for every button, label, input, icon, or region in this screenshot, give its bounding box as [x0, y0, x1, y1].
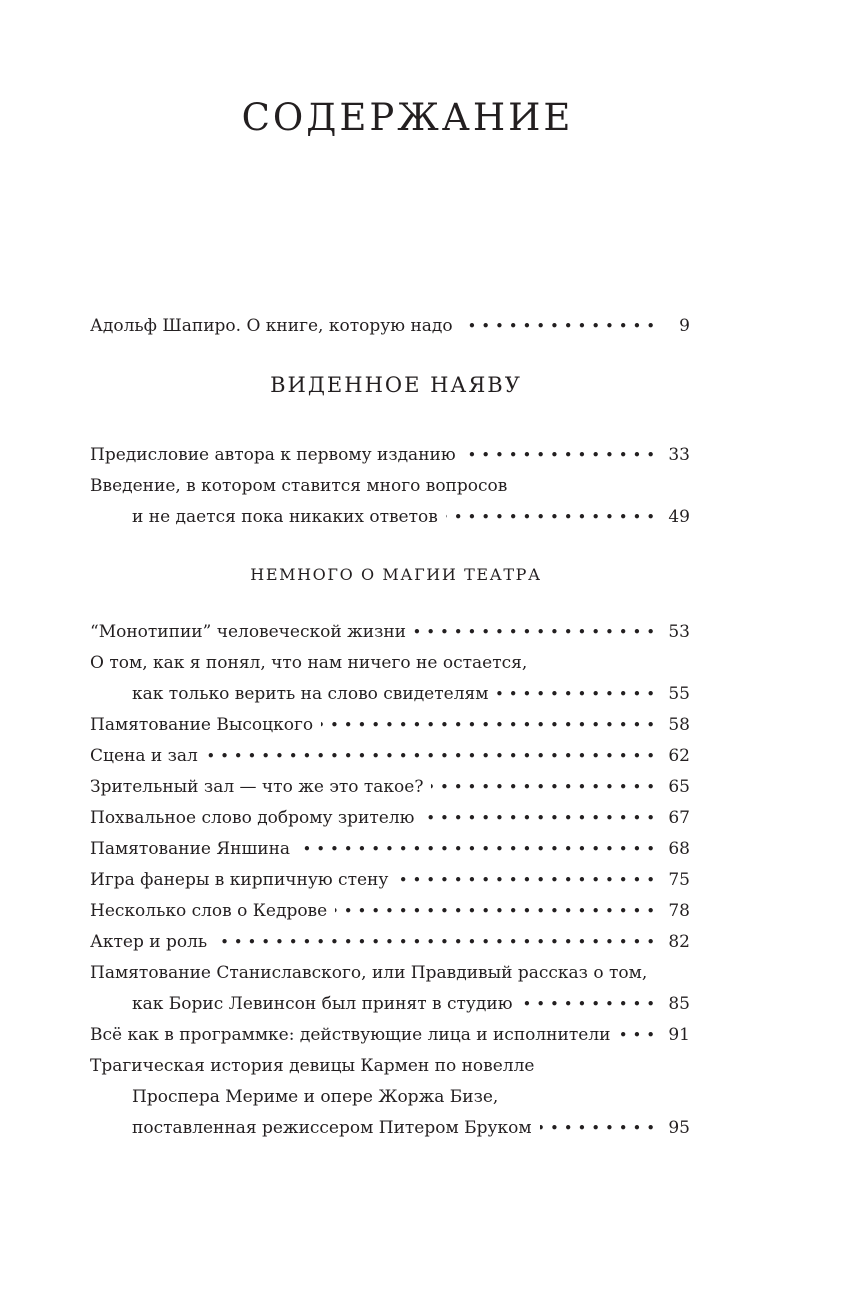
- toc-entry-line: [90, 311, 690, 342]
- toc-page-number: 65: [668, 777, 690, 797]
- dot-leader: [431, 772, 660, 803]
- toc-entry-title: Введение, в котором ставится много вопросов: [90, 476, 508, 496]
- toc-page-number: 49: [668, 507, 690, 527]
- dot-leader: [335, 896, 660, 927]
- toc-entry[interactable]: [90, 471, 690, 533]
- toc-entry[interactable]: [90, 896, 690, 927]
- dot-leader: [215, 927, 660, 958]
- toc-entry-title: Несколько слов о Кедрове: [90, 901, 328, 921]
- toc-entry-title: Памятование Высоцкого: [90, 715, 314, 735]
- toc-entry[interactable]: [90, 1020, 690, 1051]
- toc-entry-title: Сцена и зал: [90, 746, 198, 766]
- toc-entry-title: “Монотипии” человеческой жизни: [90, 622, 407, 642]
- toc-entry-line: [90, 834, 690, 865]
- toc-entry-title: О том, как я понял, что нам ничего не остается,: [90, 653, 528, 673]
- dot-leader: [521, 989, 661, 1020]
- toc-entry[interactable]: [90, 865, 690, 896]
- toc-entry[interactable]: [90, 710, 690, 741]
- toc-entry-line: [90, 741, 690, 772]
- toc-entry[interactable]: [90, 927, 690, 958]
- dot-leader: [396, 865, 660, 896]
- toc-entry-title: Памятование Яншина: [90, 839, 291, 859]
- toc-entry[interactable]: [90, 803, 690, 834]
- table-of-contents: [90, 311, 690, 1144]
- dot-leader: [321, 710, 660, 741]
- toc-entry-line: [90, 803, 690, 834]
- toc-entry-line: [90, 502, 690, 533]
- toc-page-number: 53: [668, 622, 690, 642]
- dot-leader: [618, 1020, 660, 1051]
- toc-entry-line: [90, 1020, 690, 1051]
- toc-entry-title: Памятование Станиславского, или Правдивый рассказ о том,: [90, 963, 648, 983]
- toc-entry-line: [90, 772, 690, 803]
- toc-page-number: 78: [668, 901, 690, 921]
- dot-leader: [422, 803, 660, 834]
- toc-page-number: 58: [668, 715, 690, 735]
- toc-entry-title-continuation: Проспера Мериме и опере Жоржа Бизе,: [132, 1087, 499, 1107]
- toc-entry-title: Адольф Шапиро. О книге, которую надо: [90, 316, 453, 336]
- toc-entry[interactable]: [90, 617, 690, 648]
- section-heading: НЕМНОГО О МАГИИ ТЕАТРА: [250, 565, 542, 584]
- toc-entry-line: [90, 958, 690, 989]
- toc-page-number: 67: [668, 808, 690, 828]
- toc-entry[interactable]: [90, 741, 690, 772]
- toc-entry-title-continuation: как Борис Левинсон был принят в студию: [132, 994, 513, 1014]
- toc-entry-line: [90, 471, 690, 502]
- toc-page-number: 33: [668, 445, 690, 465]
- toc-entry-line: [90, 1082, 690, 1113]
- toc-entry-title: Похвальное слово доброму зрителю: [90, 808, 415, 828]
- dot-leader: [464, 440, 660, 471]
- toc-entry-line: [90, 927, 690, 958]
- toc-entry[interactable]: [90, 440, 690, 471]
- toc-entry-intro[interactable]: [90, 311, 690, 342]
- toc-entry-line: [90, 648, 690, 679]
- toc-entry-line: [90, 1113, 690, 1144]
- dot-leader: [540, 1113, 660, 1144]
- toc-entry-line: [90, 896, 690, 927]
- toc-page-number: 85: [668, 994, 690, 1014]
- toc-entry-title: Предисловие автора к первому изданию: [90, 445, 456, 465]
- toc-entry-title-continuation: поставленная режиссером Питером Бруком: [132, 1118, 532, 1138]
- toc-page-number: 55: [668, 684, 690, 704]
- toc-page-number: 9: [679, 316, 690, 336]
- toc-entry[interactable]: [90, 648, 690, 710]
- toc-page-number: 62: [668, 746, 690, 766]
- toc-entry-line: [90, 710, 690, 741]
- toc-entry-title: Актер и роль: [90, 932, 208, 952]
- toc-entry-title-continuation: и не дается пока никаких ответов: [132, 507, 438, 527]
- toc-entry-line: [90, 679, 690, 710]
- dot-leader: [496, 679, 660, 710]
- toc-entry-title: Всё как в программке: действующие лица и исполнители: [90, 1025, 611, 1045]
- toc-entry-line: [90, 865, 690, 896]
- dot-leader: [446, 502, 660, 533]
- toc-page-number: 68: [668, 839, 690, 859]
- toc-entry[interactable]: [90, 1051, 690, 1144]
- toc-entry[interactable]: [90, 958, 690, 1020]
- dot-leader: [461, 311, 660, 342]
- toc-entry-line: [90, 1051, 690, 1082]
- toc-entry-title: Зрительный зал — что же это такое?: [90, 777, 424, 797]
- toc-page-number: 82: [668, 932, 690, 952]
- dot-leader: [206, 741, 660, 772]
- toc-page-number: 95: [668, 1118, 690, 1138]
- part-heading: ВИДЕННОЕ НАЯВУ: [270, 373, 522, 397]
- toc-entry-line: [90, 440, 690, 471]
- toc-entry[interactable]: [90, 772, 690, 803]
- toc-page-number: 91: [668, 1025, 690, 1045]
- page-title: СОДЕРЖАНИЕ: [241, 96, 574, 139]
- toc-page-number: 75: [668, 870, 690, 890]
- toc-entry[interactable]: [90, 834, 690, 865]
- dot-leader: [414, 617, 660, 648]
- toc-entry-line: [90, 617, 690, 648]
- toc-entry-line: [90, 989, 690, 1020]
- toc-entry-title: Игра фанеры в кирпичную стену: [90, 870, 389, 890]
- toc-entry-title-continuation: как только верить на слово свидетелям: [132, 684, 489, 704]
- dot-leader: [298, 834, 660, 865]
- toc-entry-title: Трагическая история девицы Кармен по новелле: [90, 1056, 535, 1076]
